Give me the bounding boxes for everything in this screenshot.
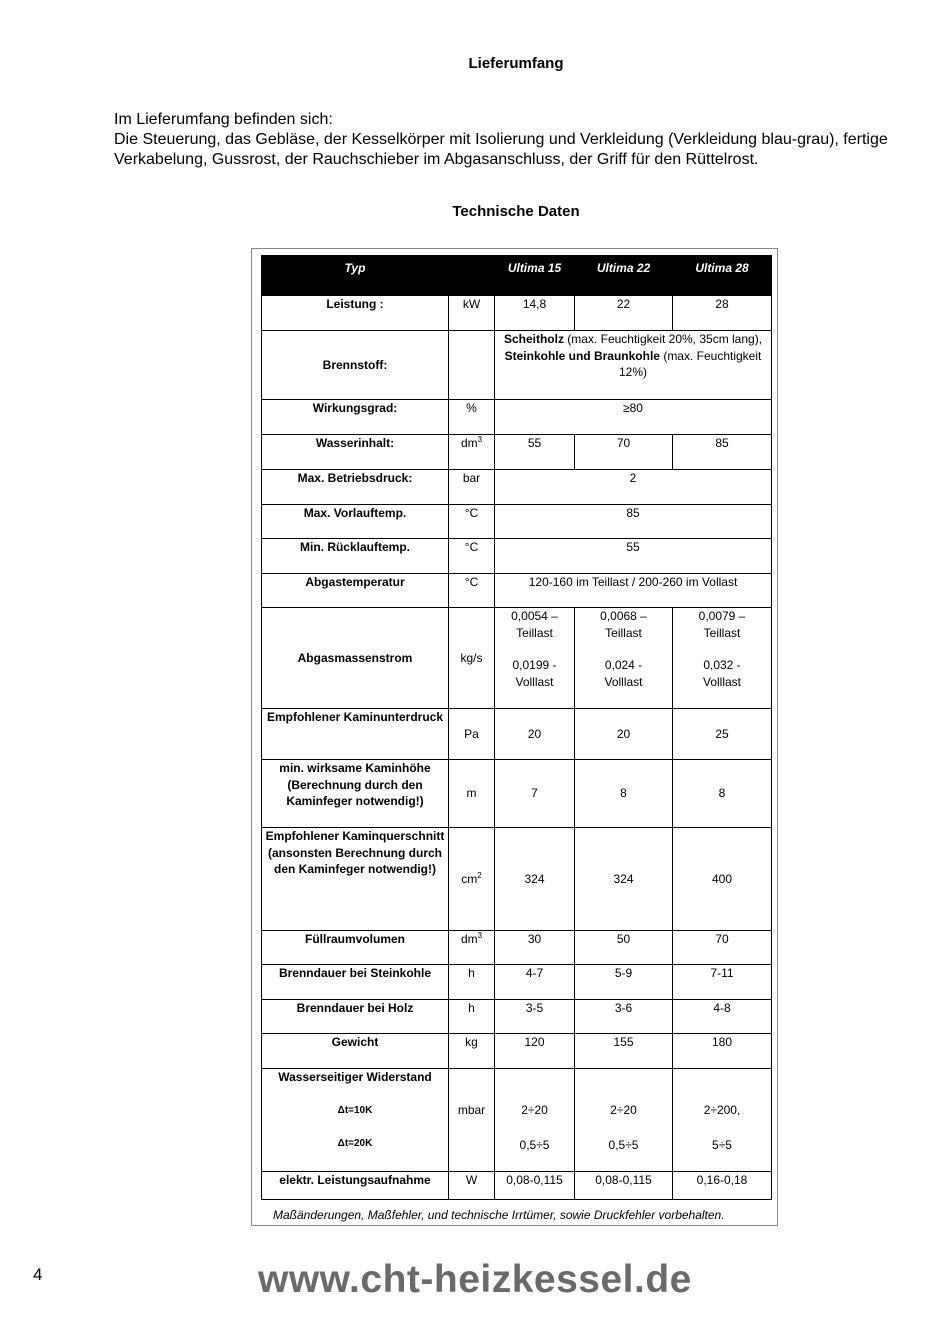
cell-ultima-15: 0,0054 – Teillast 0,0199 - Volllast	[495, 608, 575, 709]
cell-ultima-28: 0,16-0,18	[673, 1172, 772, 1200]
row-unit: kg	[449, 1034, 495, 1069]
intro-line-2: Die Steuerung, das Gebläse, der Kesselkörper mit Isolierung und Verkleidung (Verkleidung blau-grau), fertige Verkabelung, Gussrost, der Rauchschieber im Abgasanschluss, der Griff für den Rüttelrost.	[114, 131, 888, 168]
table-row-vorlauftemp	[262, 505, 772, 539]
cell-ultima-28: 25	[673, 709, 772, 760]
row-unit: m	[449, 760, 495, 828]
cell-all-models: 120-160 im Teillast / 200-260 im Vollast	[495, 574, 772, 608]
cell-brennstoff	[495, 331, 772, 400]
cell-all-models: 85	[495, 505, 772, 539]
table-footnote: Maßänderungen, Maßfehler, und technische Irrtümer, sowie Druckfehler vorbehalten.	[273, 1208, 725, 1222]
delta-t-20k: Δt=20K	[337, 1138, 373, 1149]
fuel-wood-note: (max. Feuchtigkeit 20%, 35cm lang),	[563, 332, 763, 346]
table-header-row	[262, 256, 772, 296]
table-row-ruecklauftemp	[262, 539, 772, 574]
cell-ultima-15: 14,8	[495, 296, 575, 331]
row-unit	[449, 331, 495, 400]
cell-ultima-22: 50	[575, 931, 673, 965]
cell-ultima-22: 5-9	[575, 965, 673, 1000]
cell-ultima-28: 28	[673, 296, 772, 331]
cell-ultima-15: 55	[495, 435, 575, 470]
section-heading-lieferumfang: Lieferumfang	[468, 55, 564, 72]
table-row-gewicht	[262, 1034, 772, 1069]
row-unit: °C	[449, 539, 495, 574]
row-label: Empfohlener Kaminunterdruck	[262, 709, 449, 760]
table-row-wasserinhalt	[262, 435, 772, 470]
page-number: 4	[33, 1265, 43, 1284]
cell-all-models: 55	[495, 539, 772, 574]
row-unit: $cm^2$	[449, 828, 495, 931]
cell-all-models: 2	[495, 470, 772, 505]
table-row-brenndauer-holz	[262, 1000, 772, 1034]
row-label: Max. Vorlauftemp.	[262, 505, 449, 539]
row-label: Wasserseitiger Widerstand Δt=10K Δt=20K	[262, 1069, 449, 1172]
row-unit: bar	[449, 470, 495, 505]
row-label: Abgasmassenstrom	[262, 608, 449, 709]
header-typ: Typ	[262, 256, 449, 296]
cell-ultima-28: 4-8	[673, 1000, 772, 1034]
table-row-kaminunterdruck	[262, 709, 772, 760]
row-label: Max. Betriebsdruck:	[262, 470, 449, 505]
row-label: Wirkungsgrad:	[262, 400, 449, 435]
cell-ultima-22: 8	[575, 760, 673, 828]
row-unit: $dm^3$	[449, 931, 495, 965]
table-row-abgastemperatur	[262, 574, 772, 608]
intro-paragraph	[114, 110, 934, 170]
row-label: min. wirksame Kaminhöhe (Berechnung durch den Kaminfeger notwendig!)	[262, 760, 449, 828]
row-label: Brenndauer bei Holz	[262, 1000, 449, 1034]
header-unit	[449, 256, 495, 296]
cell-ultima-15: 4-7	[495, 965, 575, 1000]
cell-all-models: ≥80	[495, 400, 772, 435]
table-row-wasserseitiger-widerstand	[262, 1069, 772, 1172]
row-unit: $dm^3$	[449, 435, 495, 470]
table-row-leistungsaufnahme	[262, 1172, 772, 1200]
cell-ultima-22: 3-6	[575, 1000, 673, 1034]
fuel-wood: Scheitholz	[503, 332, 564, 346]
section-heading-technische-daten: Technische Daten	[452, 203, 580, 220]
technical-data-table	[261, 255, 772, 1200]
fuel-coal-note: (max. Feuchtigkeit 12%)	[618, 348, 762, 379]
row-unit: kg/s	[449, 608, 495, 709]
cell-ultima-22: 22	[575, 296, 673, 331]
cell-ultima-22: 70	[575, 435, 673, 470]
cell-ultima-15: 3-5	[495, 1000, 575, 1034]
table-row-fuellraumvolumen	[262, 931, 772, 965]
cell-ultima-15: 120	[495, 1034, 575, 1069]
row-unit: kW	[449, 296, 495, 331]
row-unit: W	[449, 1172, 495, 1200]
delta-t-10k: Δt=10K	[337, 1104, 373, 1116]
cell-ultima-15: 324	[495, 828, 575, 931]
cell-ultima-22: 324	[575, 828, 673, 931]
row-unit: °C	[449, 505, 495, 539]
row-unit: Pa	[449, 709, 495, 760]
row-unit: h	[449, 965, 495, 1000]
row-label: Abgastemperatur	[262, 574, 449, 608]
cell-ultima-15: 7	[495, 760, 575, 828]
row-unit: mbar	[449, 1069, 495, 1172]
table-row-betriebsdruck	[262, 470, 772, 505]
cell-ultima-22: 155	[575, 1034, 673, 1069]
header-ultima-22: Ultima 22	[575, 256, 673, 296]
table-row-kaminhoehe	[262, 760, 772, 828]
row-unit: h	[449, 1000, 495, 1034]
cell-ultima-15: 30	[495, 931, 575, 965]
cell-ultima-22: 20	[575, 709, 673, 760]
row-unit: %	[449, 400, 495, 435]
row-label: Min. Rücklauftemp.	[262, 539, 449, 574]
table-row-wirkungsgrad	[262, 400, 772, 435]
cell-ultima-22: 0,08-0,115	[575, 1172, 673, 1200]
row-label: Leistung :	[262, 296, 449, 331]
row-unit: °C	[449, 574, 495, 608]
intro-line-1: Im Lieferumfang befinden sich:	[114, 111, 333, 128]
row-label: Brenndauer bei Steinkohle	[262, 965, 449, 1000]
cell-ultima-22: 0,0068 – Teillast 0,024 - Volllast	[575, 608, 673, 709]
table-row-leistung	[262, 296, 772, 331]
website-url: www.cht-heizkessel.de	[258, 1258, 692, 1301]
header-ultima-28: Ultima 28	[673, 256, 772, 296]
table-row-kaminquerschnitt	[262, 828, 772, 931]
cell-ultima-15: 20	[495, 709, 575, 760]
cell-ultima-15: 0,08-0,115	[495, 1172, 575, 1200]
row-label: Brennstoff:	[262, 331, 449, 400]
row-label: Empfohlener Kaminquerschnitt (ansonsten Berechnung durch den Kaminfeger notwendig!)	[262, 828, 449, 931]
row-label: Gewicht	[262, 1034, 449, 1069]
cell-ultima-28: 0,0079 – Teillast 0,032 - Volllast	[673, 608, 772, 709]
cell-ultima-28: 2÷200, 5÷5	[673, 1069, 772, 1172]
cell-ultima-28: 8	[673, 760, 772, 828]
header-ultima-15: Ultima 15	[495, 256, 575, 296]
row-label: Füllraumvolumen	[262, 931, 449, 965]
fuel-coal: Steinkohle und Braunkohle	[504, 348, 660, 363]
cell-ultima-28: 7-11	[673, 965, 772, 1000]
table-row-brennstoff	[262, 331, 772, 400]
row-label: Wasserinhalt:	[262, 435, 449, 470]
cell-ultima-15: 2÷20 0,5÷5	[495, 1069, 575, 1172]
cell-ultima-28: 70	[673, 931, 772, 965]
row-label: elektr. Leistungsaufnahme	[262, 1172, 449, 1200]
cell-ultima-22: 2÷20 0,5÷5	[575, 1069, 673, 1172]
table-row-abgasmassenstrom	[262, 608, 772, 709]
table-row-brenndauer-kohle	[262, 965, 772, 1000]
cell-ultima-28: 85	[673, 435, 772, 470]
cell-ultima-28: 180	[673, 1034, 772, 1069]
cell-ultima-28: 400	[673, 828, 772, 931]
